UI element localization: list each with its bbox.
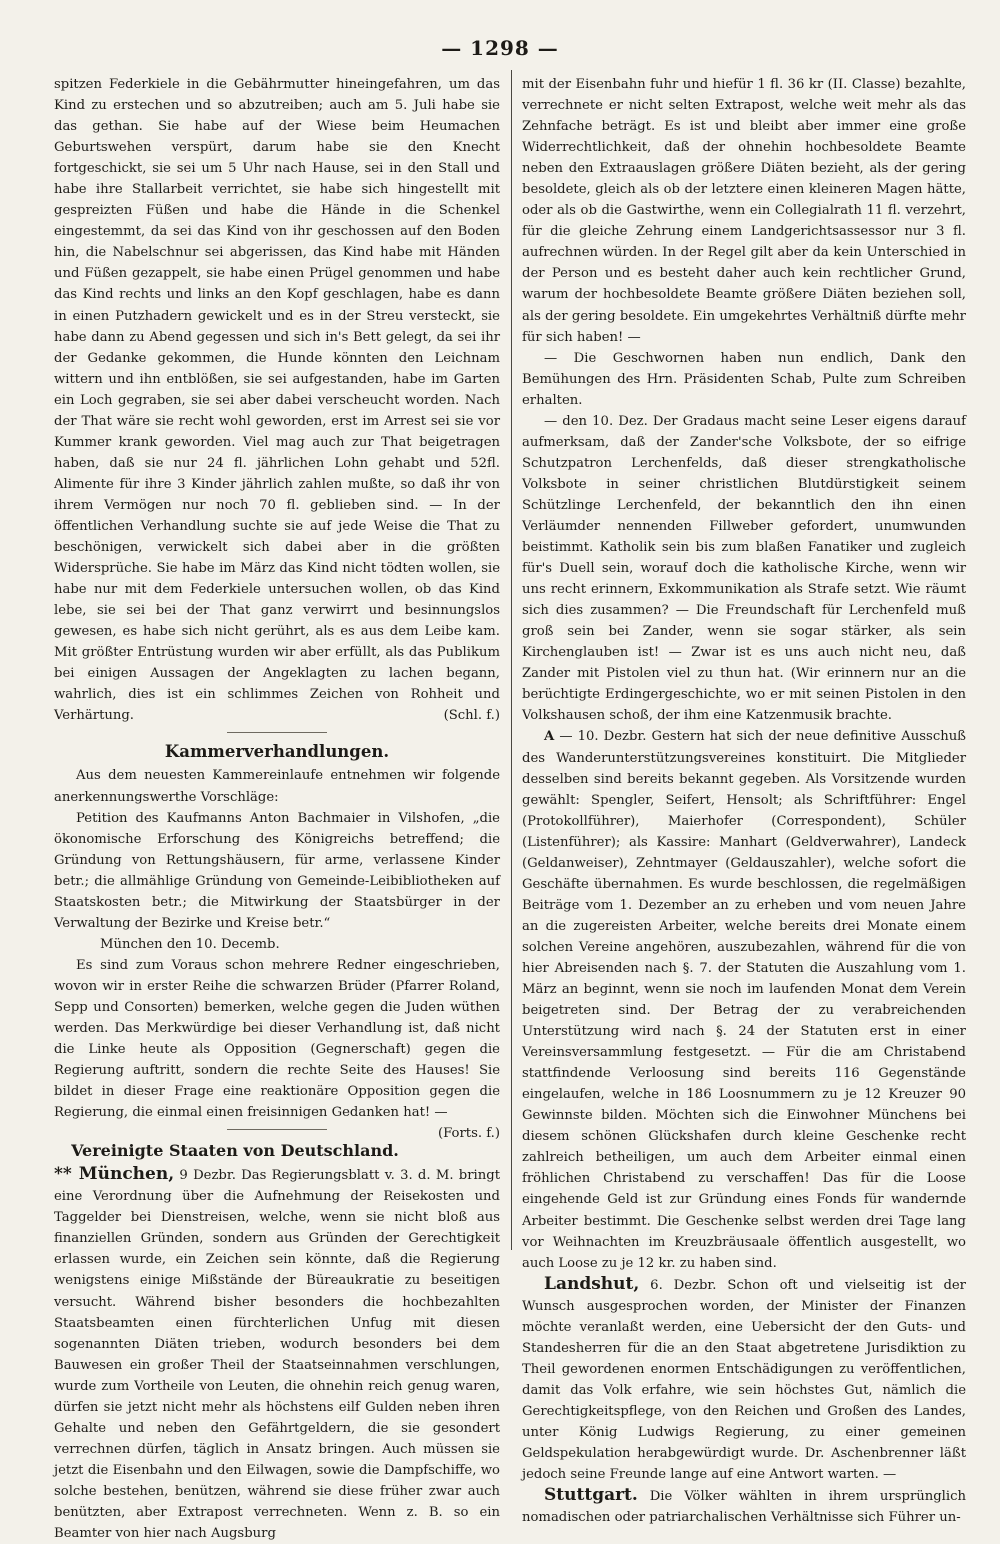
jury-paragraph: — Die Geschwornen haben nun endlich, Dank den Bemühungen des Hrn. Präsidenten Schab, Pulte zum Schreiben erhalten. bbox=[522, 350, 966, 408]
trial-report-text: spitzen Federkiele in die Gebährmutter hineingefahren, um das Kind zu erstechen und so abzutreiben; auch am 5. Juli habe sie das gethan. Sie habe auf der Wiese beim Heumachen Geburtswehen verspürt, darum habe sie den Knecht fortgeschickt, sie sei um 5 Uhr nach Hause, sei in den Stall und habe ihre Stallarbeit verrichtet, sie habe sich hingestellt mit gespreizten Füßen und habe die Hände in die Schenkel eingestemmt, da sei das Kind von ihr geschossen auf den Boden hin, die Nabelschnur sei abgerissen, das Kind habe mit Händen und Füßen gezappelt, sie habe einen Prügel genommen und habe das Kind rechts und links an den Kopf geschlagen, habe es dann in einen Putzhadern gewickelt und es in der Streu versteckt, sie habe dann zu Abend gegessen und sich in's Bett gelegt, da sei ihr der Gedanke gekommen, die Hunde könnten den Leichnam wittern und ihn entblößen, sie sei aufgestanden, habe im Garten ein Loch gegraben, sie sei aber dabei verscheucht worden. Nach der That wäre sie recht wohl geworden, erst im Arrest sei sie vor Kummer krank geworden. Viel mag auch zur That beigetragen haben, daß sie nur 24 fl. jährlichen Lohn gehabt und 52fl. Alimente für ihre 3 Kinder jährlich zahlen mußte, so daß ihr von ihrem Vermögen nur noch 70 fl. geblieben sind. — In der öffentlichen Verhandlung suchte sie auf jede Weise die That zu beschönigen, verwickelt sich dabei aber in die größten Widersprüche. Sie habe im März das Kind nicht tödten wollen, sie habe nur mit dem Federkiele untersuchen wollen, ob das Kind lebe, sie sei bei der That ganz verwirrt und besinnungslos gewesen, es habe sich nicht gerührt, als es aus dem Leibe kam. Mit größter Entrüstung wurden wir aber erfüllt, als das Publikum bei einigen Aussagen der Angeklagten zu lachen begann, wahrlich, dies ist ein schlimmes Zeichen von Rohheit und Verhärtung. bbox=[54, 77, 500, 724]
stuttgart-report bbox=[522, 1485, 966, 1528]
petition-paragraph: Petition des Kaufmanns Anton Bachmaier in Vilshofen, „die ökonomische Erforschung des Königreichs betreffend; die Gründung von Rettungshäusern, für arme, verlassene Kinder betr.; die allmählige Gründung von Gemeinde-Leibibliotheken auf Staatskosten betr.; die Mitwirkung der Staatsbürger in der Verwaltung der Bezirke und Kreise betr.“ bbox=[54, 810, 500, 931]
place-landshut: Landshut, bbox=[544, 1273, 640, 1294]
trial-report-continuation bbox=[54, 74, 500, 726]
chamber-speakers-paragraph bbox=[54, 955, 500, 1142]
to-be-continued-note: (Schl. f.) bbox=[443, 708, 500, 724]
muenchen-report-text: 9 Dezbr. Das Regierungsblatt v. 3. d. M. bringt eine Verordnung über die Aufnehmung der Reisekosten und Taggelder bei Dienstreisen, welche, wenn sie nicht bloß aus finanziellen Gründen, sondern aus Gründen der Gerechtigkeit erlassen wurde, ein Zeichen sein könnte, daß die Regierung wenigstens einige Mißstände der Büreaukratie zu beseitigen versucht. Während bisher besonders die hochbezahlten Staatsbeamten einen fürchterlichen Unfug mit diesen sogenannten Diäten trieben, wodurch besonders bei dem Bauwesen ein großer Theil der Staatseinnahmen verschlungen, wurde zum Vortheile von Leuten, die ohnehin reich genug waren, dürfen sie jetzt nicht mehr als höchstens eilf Gulden neben ihren Gehalte und neben den Gefährtgeldern, die sie gesondert verrechnen dürfen, täglich in Ansatz bringen. Auch müssen sie jetzt die Eisenbahn und den Eilwagen, sowie die Dampfschiffe, wo solche bestehen, benützen, während sie diese früher zwar auch benützten, aber Extrapost verrechneten. Wenn z. B. so ein Beamter von hier nach Augsburg bbox=[54, 1168, 500, 1542]
left-column bbox=[54, 74, 500, 1544]
chamber-intro-paragraph: Aus dem neuesten Kammereinlaufe entnehmen wir folgende anerkennungswerthe Vorschläge: bbox=[54, 768, 500, 805]
place-muenchen: ** München, bbox=[54, 1164, 175, 1185]
verein-text: — 10. Dezbr. Gestern hat sich der neue definitive Ausschuß des Wanderunterstützungsvereines konstituirt. Die Mitglieder desselben sind bereits bekannt gegeben. Als Vorsitzende wurden gewählt: Spengler, Seifert, Hensolt; als Schriftführer: Engel (Protokollführer), Maierhofer (Correspondent), Schüler (Listenführer); als Kassire: Manhart (Geldverwahrer), Landeck (Geldanweiser), Zehntmayer (Geldauszahler), welche sofort die Geschäfte übernahmen. Es wurde beschlossen, die regelmäßigen Beiträge vom 1. Dezember an zu erheben und vom neuen Jahre an die zugereisten Arbeiter, welche bereits drei Monate einem solchen Vereine angehören, auszubezahlen, während für die von hier Abreisenden nach §. 7. der Statuten die Auszahlung vom 1. März an beginnt, wenn sie noch im laufenden Monat dem Verein beigetreten sind. Der Betrag der zu verabreichenden Unterstützung wird nach §. 24 der Statuten erst in einer Vereinsversammlung festgesetzt. — Für die am Christabend stattfindende Verloosung sind bereits 116 Gegenstände eingelaufen, welche in 186 Loosnummern zu je 12 Kreuzer 90 Gewinnste bilden. Möchten sich die Einwohner Münchens bei diesem schönen Glückshafen durch kleine Geschenke recht zahlreich betheiligen, um auch dem Arbeiter einmal einen fröhlichen Christabend zu verschaffen! Das für die Loose eingehende Geld ist zur Gründung eines Fonds für wandernde Arbeiter bestimmt. Die Geschenke selbst werden drei Tage lang vor Weihnachten im Kreuzbräusaale öffentlich ausgestellt, wo auch Loose zu je 12 kr. zu haben sind. bbox=[522, 729, 966, 1271]
continued-note: (Forts. f.) bbox=[437, 1126, 500, 1142]
landshut-text: 6. Dezbr. Schon oft und vielseitig ist der Wunsch ausgesprochen worden, der Minister der Finanzen möchte veranlaßt werden, eine Uebersicht der den Guts- und Standesherren für die an den Staat abgetretene Jurisdiktion zu Theil gewordenen enormen Entschädigungen zu veröffentlichen, damit das Volk erfahre, wie sein höchstes Gut, nämlich die Gerechtigkeitspflege, von den Reichen und Großen des Landes, unter König Ludwigs Regierung, zu einer gemeinen Geldspekulation herabgewürdigt wurde. Dr. Aschenbrenner läßt jedoch seine Freunde lange auf eine Antwort warten. — bbox=[522, 1277, 966, 1483]
landshut-report bbox=[522, 1274, 966, 1485]
column-divider bbox=[511, 70, 512, 1250]
correspondent-mark: A bbox=[544, 729, 555, 745]
section-separator bbox=[227, 1129, 327, 1130]
muenchen-report bbox=[54, 1164, 500, 1544]
stuttgart-text: Die Völker wählten in ihrem ursprünglich nomadischen oder patriarchalischen Verhältnisse sich Führer un- bbox=[522, 1489, 966, 1526]
place-stuttgart: Stuttgart. bbox=[544, 1485, 638, 1506]
section-separator bbox=[227, 732, 327, 733]
gradaus-paragraph: — den 10. Dez. Der Gradaus macht seine Leser eigens darauf aufmerksam, daß der Zander'sche Volksbote, der so eifrige Schutzpatron Lerchenfelds, daß dieser strengkatholische Volksbote in seiner christlichen Blutdürstigkeit seinem Schützlinge Lerchenfeld, der bekanntlich den ihn einen Verläumder nennenden Fillweber gefordert, unumwunden beistimmt. Katholik sein bis zum blaßen Fanatiker und zugleich für's Duell sein, worauf doch die katholische Kirche, wenn wir uns recht erinnern, Exkommunikation als Strafe setzt. Wie räumt sich dies zusammen? — Die Freundschaft für Lerchenfeld muß groß sein bei Zander, wenn sie sogar stärker, als sein Kirchenglauben ist! — Zwar ist es uns auch nicht neu, daß Zander mit Pistolen viel zu thun hat. (Wir erinnern nur an die berüchtigte Erdingergeschichte, wo er mit seinen Pistolen in den Volkshausen schoß, der ihm eine Katzenmusik brachte. bbox=[522, 413, 966, 724]
verein-paragraph bbox=[522, 726, 966, 1273]
diaeten-continuation: mit der Eisenbahn fuhr und hiefür 1 fl. 36 kr (II. Classe) bezahlte, verrechnete er nicht selten Extrapost, welche weit mehr als das Zehnfache beträgt. Es ist und bleibt aber immer eine große Widerrechtlichkeit, daß der ohnehin hochbesoldete Beamte neben den Extraauslagen größere Diäten bezieht, als der gering besoldete, gleich als ob der letztere einen kleineren Magen hätte, oder als ob die Gastwirthe, wenn ein Collegialrath 11 fl. verzehrt, für die gleiche Zehrung einem Landgerichtsassessor nur 3 fl. aufrechnen würden. In der Regel gilt aber da kein Unterschied in der Person und es besteht daher auch kein rechtlicher Grund, warum der hochbesoldete Beamte größere Diäten beziehen soll, als der gering besoldete. Ein umgekehrtes Verhältniß dürfte mehr für sich haben! — bbox=[522, 77, 966, 345]
chamber-speakers-text: Es sind zum Voraus schon mehrere Redner eingeschrieben, wovon wir in erster Reihe die schwarzen Brüder (Pfarrer Roland, Sepp und Consorten) bemerken, welche gegen die Juden wüthen werden. Das Merkwürdige bei dieser Verhandlung ist, daß nicht die Linke heute als Opposition (Gegnerschaft) gegen die Regierung auftritt, sondern die rechte Seite des Hauses! Sie bildet in dieser Frage eine reaktionäre Opposition gegen die Regierung, die einmal einen freisinnigen Gedanken hat! — bbox=[54, 957, 500, 1121]
heading-kammerverhandlungen: Kammerverhandlungen. bbox=[164, 742, 390, 762]
dateline-muenchen: München den 10. Decemb. bbox=[100, 936, 280, 952]
page-number: — 1298 — bbox=[441, 36, 559, 60]
heading-vereinigte-staaten: Vereinigte Staaten von Deutschland. bbox=[71, 1141, 399, 1161]
right-column bbox=[522, 74, 966, 1528]
